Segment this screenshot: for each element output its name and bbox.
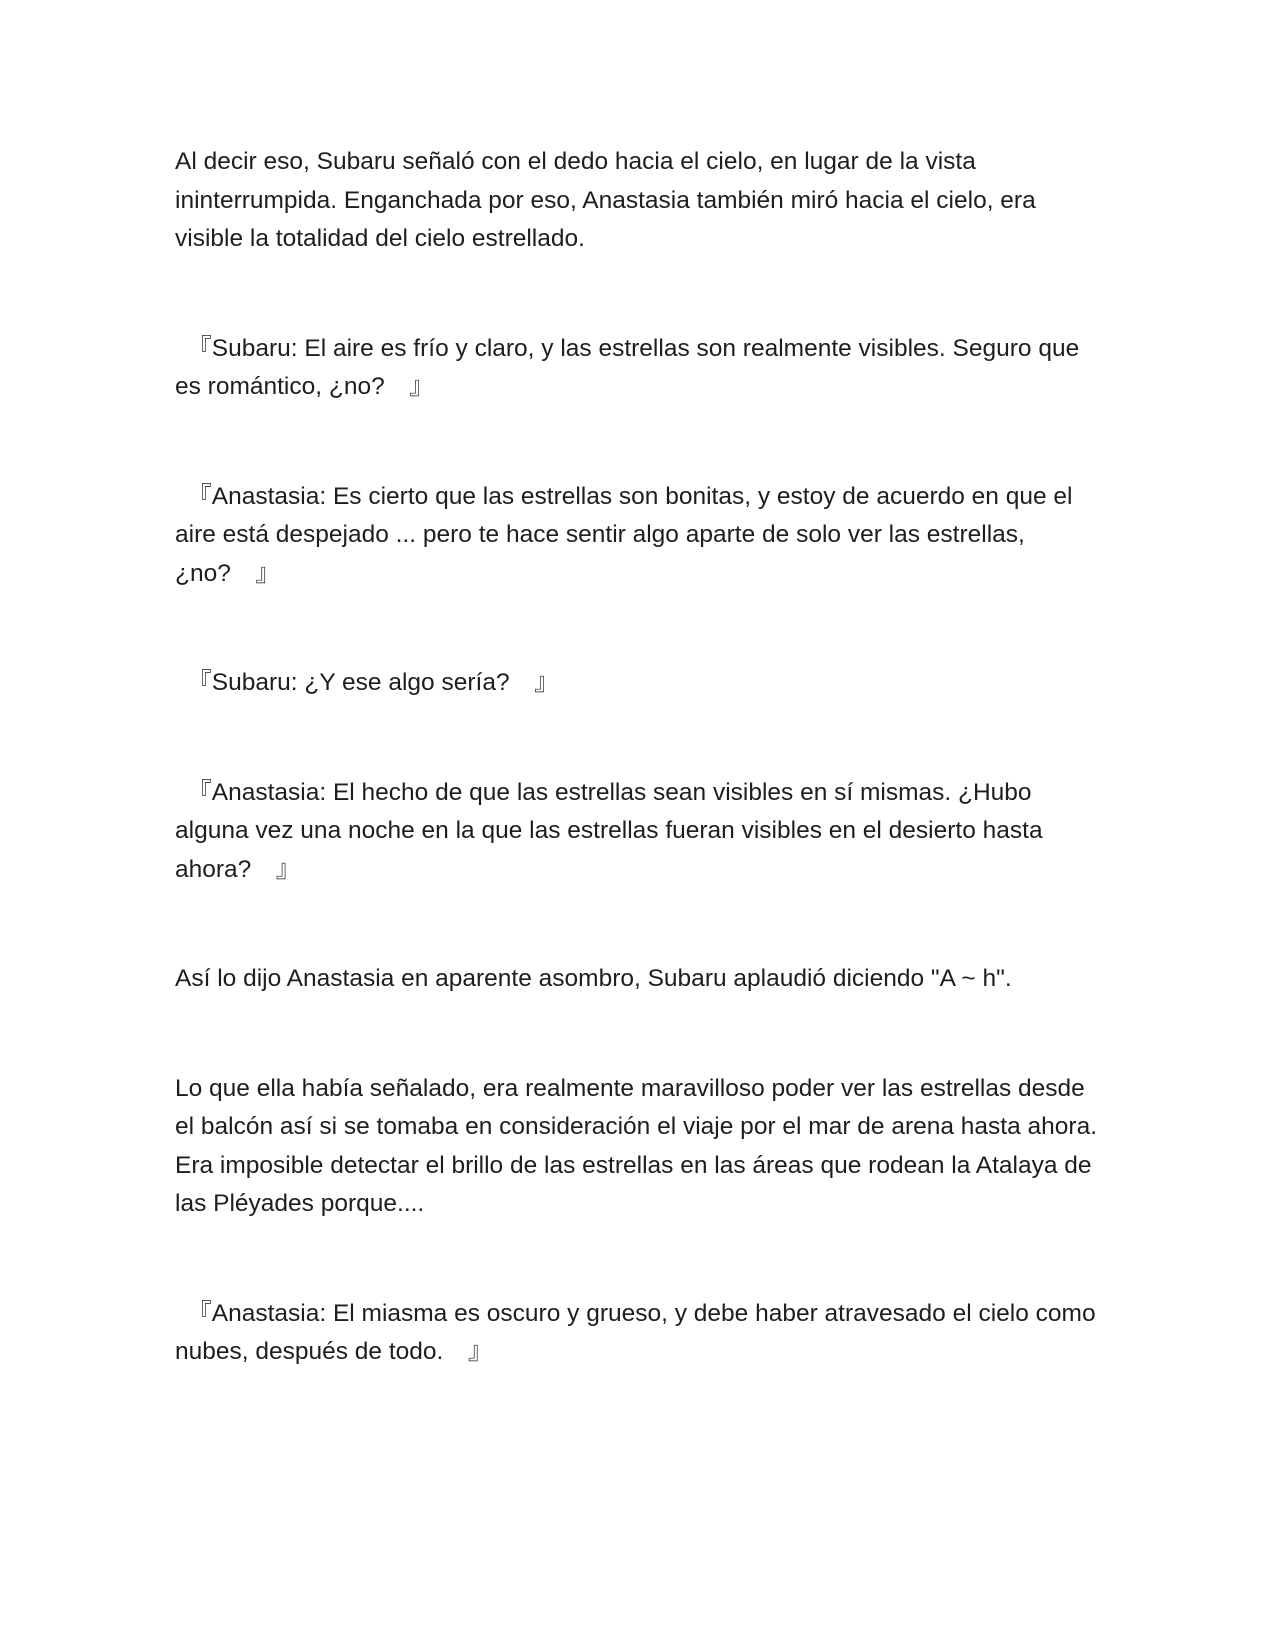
- dialogue-anastasia: 『Anastasia: El hecho de que las estrellas sean visibles en sí mismas. ¿Hubo alguna vez una noche en la que las estrellas fueran visibles en el desierto hasta ahora? 』: [175, 778, 1043, 883]
- paragraph-spacer: [175, 1224, 1100, 1295]
- paragraph-spacer: [175, 703, 1100, 774]
- narration-paragraph: Al decir eso, Subaru señaló con el dedo hacia el cielo, en lugar de la vista ininterrumpida. Enganchada por eso, Anastasia también miró hacia el cielo, era visible la totalidad del cielo estrellado.: [175, 148, 1036, 252]
- paragraph-spacer: [175, 259, 1100, 330]
- dialogue-anastasia: 『Anastasia: El miasma es oscuro y grueso, y debe haber atravesado el cielo como nubes, después de todo. 』: [175, 1299, 1096, 1365]
- document-body: [175, 143, 1100, 1372]
- paragraph-spacer: [175, 999, 1100, 1070]
- paragraph-spacer: [175, 593, 1100, 664]
- paragraph-spacer: [175, 889, 1100, 960]
- narration-paragraph: Así lo dijo Anastasia en aparente asombro, Subaru aplaudió diciendo "A ~ h".: [175, 965, 1012, 992]
- dialogue-subaru: 『Subaru: ¿Y ese algo sería? 』: [175, 669, 559, 696]
- narration-paragraph: Lo que ella había señalado, era realmente maravilloso poder ver las estrellas desde el balcón así si se tomaba en consideración el viaje por el mar de arena hasta ahora. Era imposible detectar el brillo de las estrellas en las áreas que rodean la Atalaya de las Pléyades porque....: [175, 1074, 1098, 1217]
- dialogue-anastasia: 『Anastasia: Es cierto que las estrellas son bonitas, y estoy de acuerdo en que el aire está despejado ... pero te hace sentir algo aparte de solo ver las estrellas, ¿no? 』: [175, 482, 1073, 587]
- dialogue-subaru: 『Subaru: El aire es frío y claro, y las estrellas son realmente visibles. Seguro que es romántico, ¿no? 』: [175, 334, 1080, 400]
- paragraph-spacer: [175, 407, 1100, 478]
